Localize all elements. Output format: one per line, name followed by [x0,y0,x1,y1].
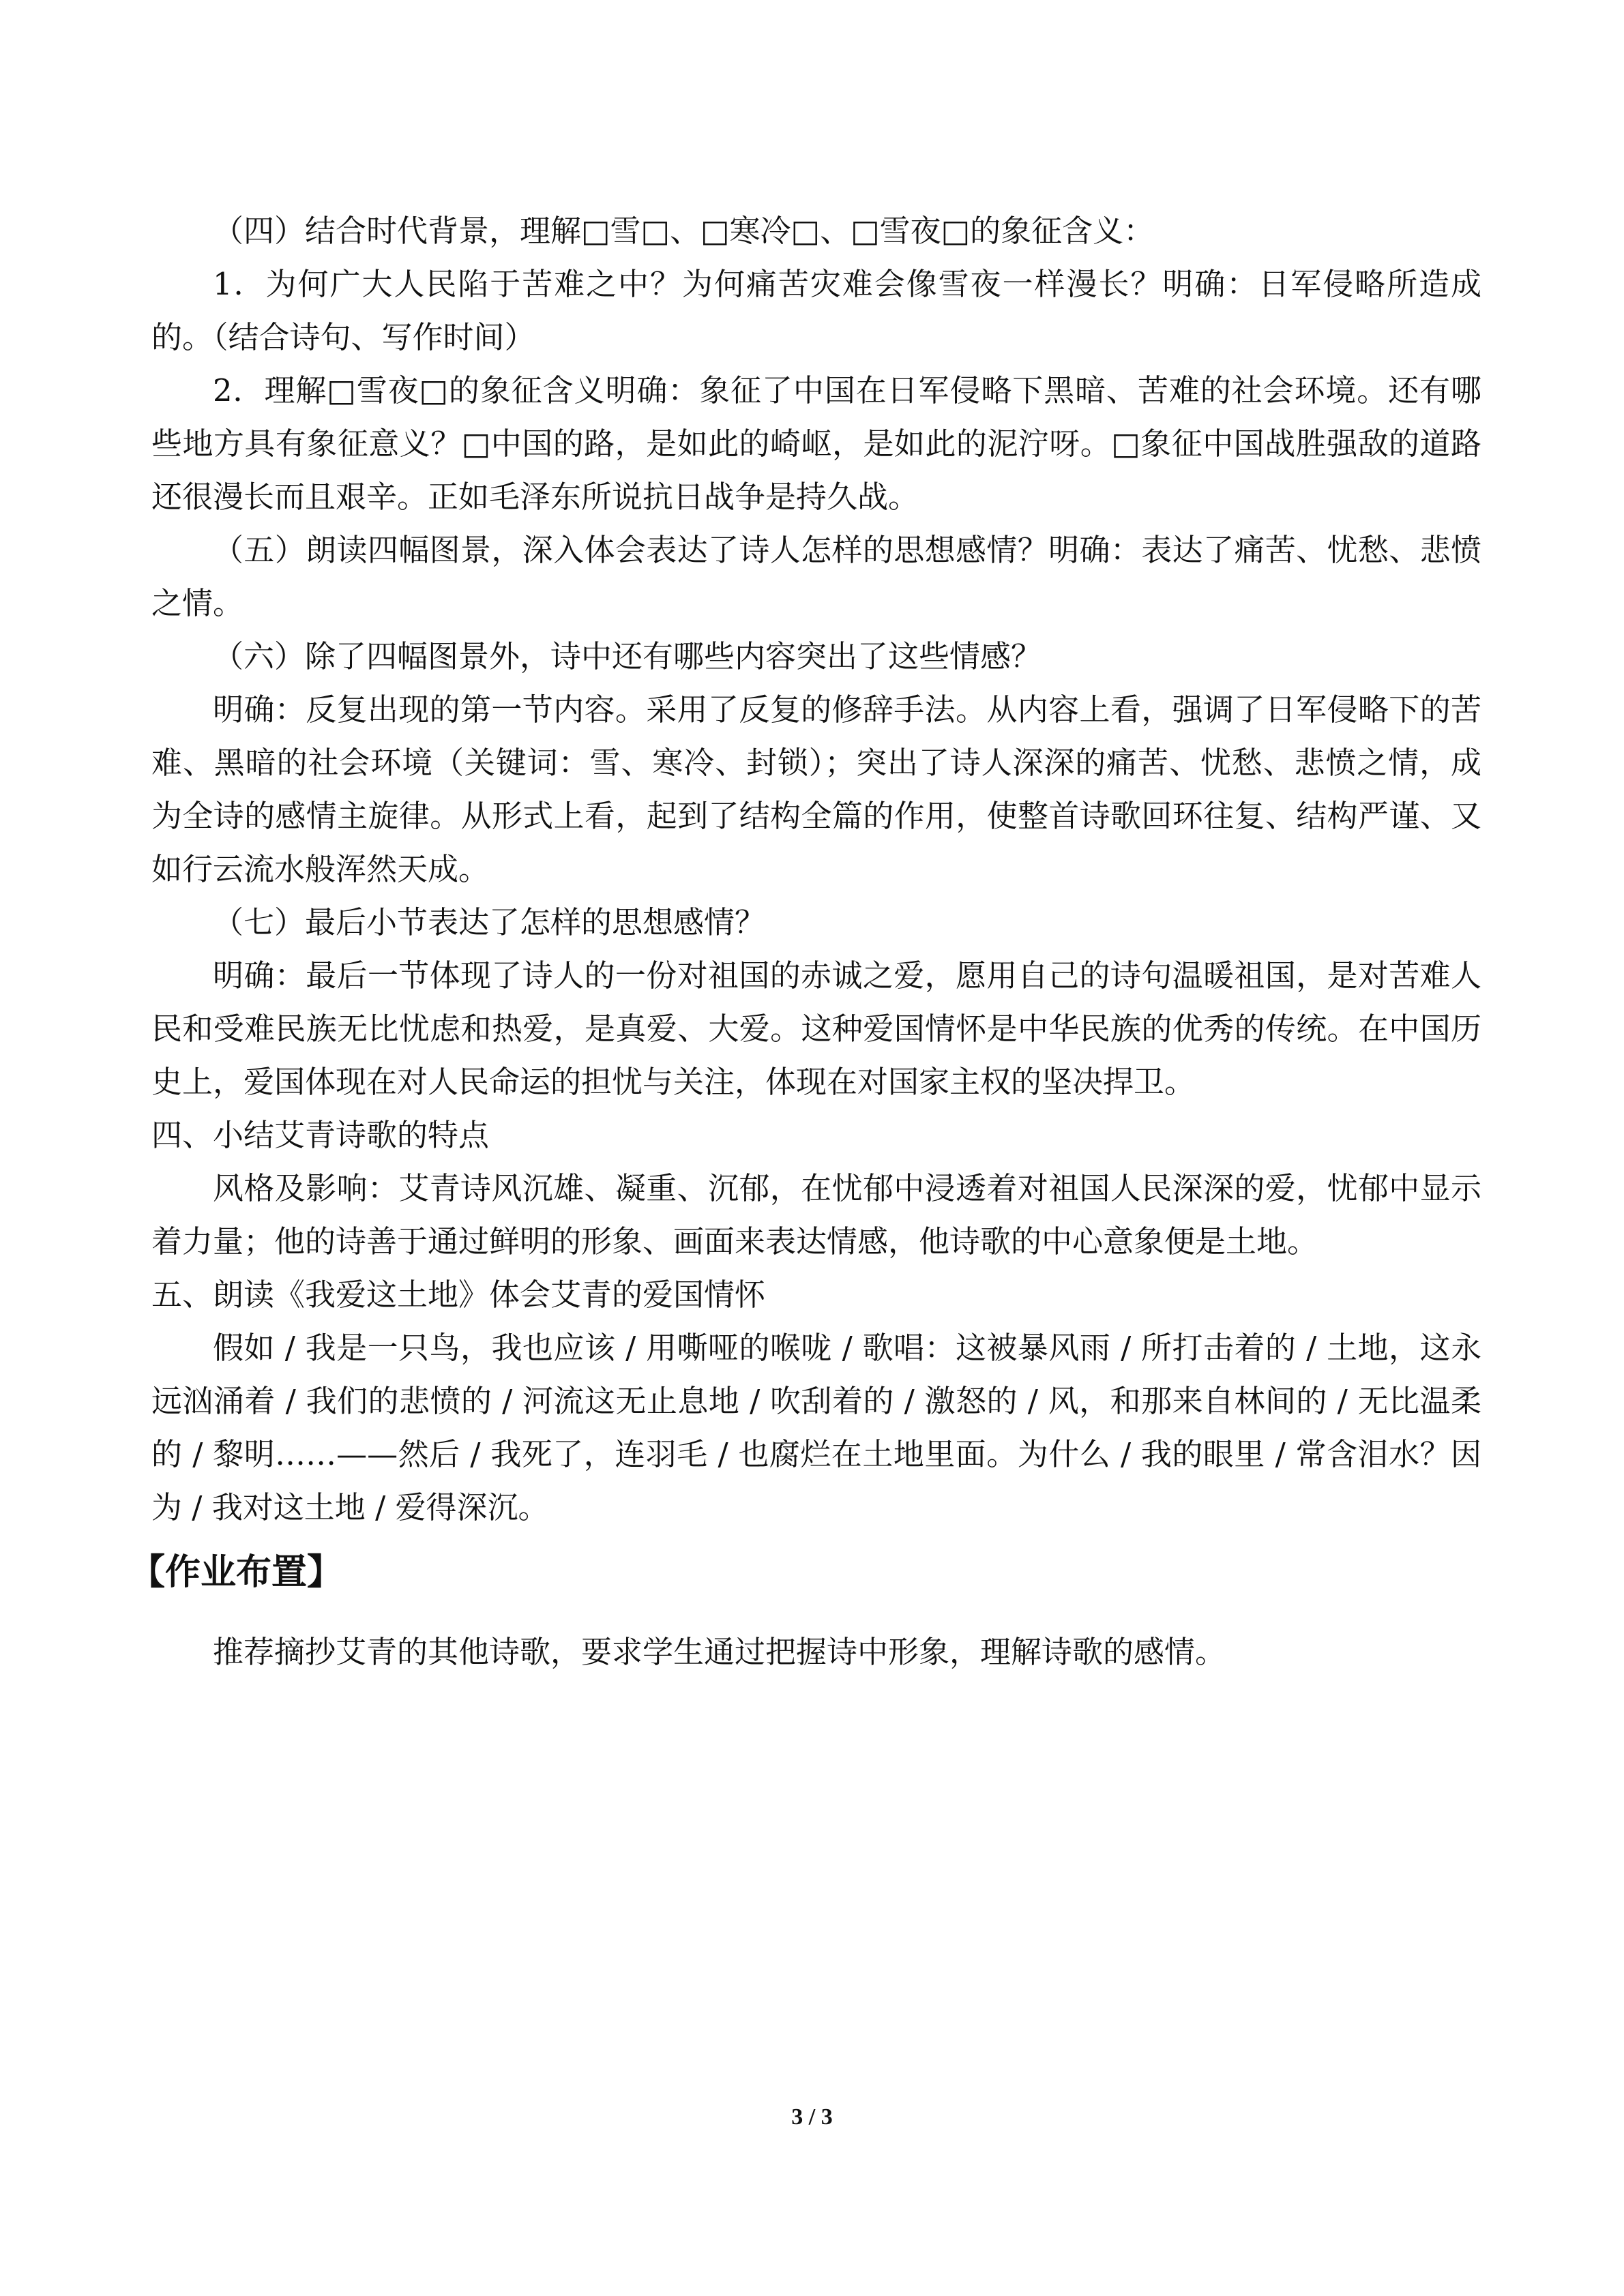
paragraph-section-5: （五）朗读四幅图景，深入体会表达了诗人怎样的思想感情？明确：表达了痛苦、忧愁、悲愤之情。 [151,532,1481,621]
homework-text: 推荐摘抄艾青的其他诗歌，要求学生通过把握诗中形象，理解诗歌的感情。 [213,1634,1226,1670]
paragraph-question-1: 1．为何广大人民陷于苦难之中？为何痛苦灾难会像雪夜一样漫长？明确：日军侵略所造成的。（结合诗句、写作时间） [151,266,1481,355]
paragraph-question-2: 2．理解□雪夜□的象征含义明确：象征了中国在日军侵略下黑暗、苦难的社会环境。还有哪些地方具有象征意义？□中国的路，是如此的崎岖，是如此的泥泞呀。□象征中国战胜强敌的道路还很漫长而且艰辛。正如毛泽东所说抗日战争是持久战。 [151,372,1481,515]
heading-summary: 四、小结艾青诗歌的特点 [151,1117,490,1153]
heading-reading: 五、朗读《我爱这土地》体会艾青的爱国情怀 [151,1277,766,1313]
document-body [130,205,1481,1679]
page-number: 3 / 3 [791,2104,833,2130]
paragraph-style-influence: 风格及影响：艾青诗风沉雄、凝重、沉郁，在忧郁中浸透着对祖国人民深深的爱，忧郁中显示着力量；他的诗善于通过鲜明的形象、画面来表达情感，他诗歌的中心意象便是土地。 [151,1170,1481,1259]
paragraph-answer-6: 明确：反复出现的第一节内容。采用了反复的修辞手法。从内容上看，强调了日军侵略下的苦难、黑暗的社会环境（关键词：雪、寒冷、封锁）；突出了诗人深深的痛苦、忧愁、悲愤之情，成为全诗的感情主旋律。从形式上看，起到了结构全篇的作用，使整首诗歌回环往复、结构严谨、又如行云流水般浑然天成。 [151,691,1481,887]
paragraph-section-4: （四）结合时代背景，理解□雪□、□寒冷□、□雪夜□的象征含义： [213,213,1155,249]
homework-title: 【作业布置】 [130,1552,343,1593]
paragraph-poem: 假如 / 我是一只鸟，我也应该 / 用嘶哑的喉咙 / 歌唱：这被暴风雨 / 所打击着的 / 土地，这永远汹涌着 / 我们的悲愤的 / 河流这无止息地 / 吹刮着的 / 激怒的 / 风，和那来自林间的 / 无比温柔的 / 黎明……——然后 / 我死了，连羽毛 / 也腐烂在土地里面。为什么 / 我的眼里 / 常含泪水？因为 / 我对这土地 / 爱得深沉。 [151,1330,1481,1525]
paragraph-section-7: （七）最后小节表达了怎样的思想感情？ [213,904,766,940]
paragraph-answer-7: 明确：最后一节体现了诗人的一份对祖国的赤诚之爱，愿用自己的诗句温暖祖国，是对苦难人民和受难民族无比忧虑和热爱，是真爱、大爱。这种爱国情怀是中华民族的优秀的传统。在中国历史上，爱国体现在对人民命运的担忧与关注，体现在对国家主权的坚决捍卫。 [151,957,1481,1100]
paragraph-section-6: （六）除了四幅图景外，诗中还有哪些内容突出了这些情感？ [213,638,1042,674]
